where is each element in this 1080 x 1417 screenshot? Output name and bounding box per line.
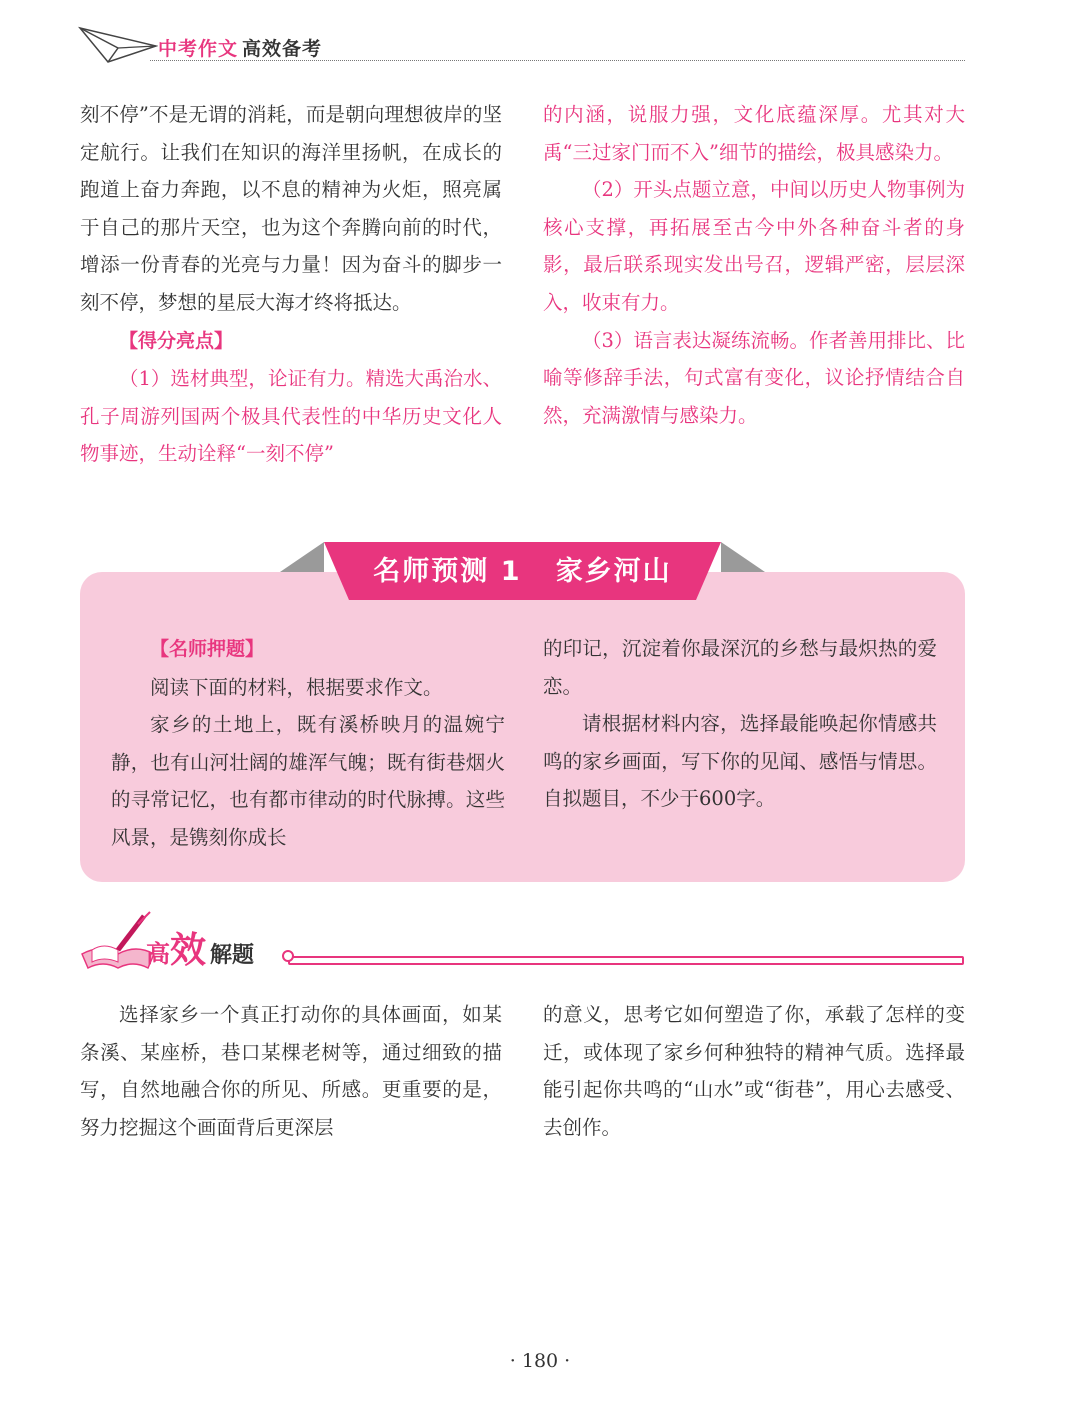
solve-title-c: 解题 <box>210 943 255 968</box>
solve-left-text: 选择家乡一个真正打动你的具体画面，如某条溪、某座桥，巷口某棵老树等，通过细致的描写，自然地融合你的所见、所感。更重要的是，努力挖掘这个画面背后更深层 <box>80 1003 502 1139</box>
solve-title-dot <box>282 950 294 962</box>
prompt-tag: 【名师押题】 <box>150 638 265 660</box>
banner-title <box>330 549 715 588</box>
header-title-sub: 高效备考 <box>242 38 323 60</box>
essay-end-column <box>80 96 502 473</box>
highlight-point-1-cont: 的内涵，说服力强，文化底蕴深厚。尤其对大禹“三过家门而不入”细节的描绘，极具感染力。 <box>543 103 965 164</box>
prompt-left-column <box>111 630 505 857</box>
solve-left-column <box>80 996 502 1146</box>
essay-end-paragraph: 刻不停”不是无谓的消耗，而是朝向理想彼岸的坚定航行。让我们在知识的海洋里扬帆，在成长的跑道上奋力奔跑，以不息的精神为火炬，照亮属于自己的那片天空，也为这个奔腾向前的时代，增添一份青春的光亮与力量！因为奋斗的脚步一刻不停，梦想的星辰大海才终将抵达。 <box>80 103 502 314</box>
solve-title-underline <box>288 956 964 965</box>
banner-topic: 家乡河山 <box>555 556 672 587</box>
prompt-material: 家乡的土地上，既有溪桥映月的温婉宁静，也有山河壮阔的雄浑气魄；既有街巷烟火的寻常记忆，也有都市律动的时代脉搏。这些风景，是镌刻你成长 <box>111 713 505 849</box>
prompt-instruction: 阅读下面的材料，根据要求作文。 <box>150 675 443 699</box>
highlight-point-3: （3）语言表达凝练流畅。作者善用排比、比喻等修辞手法，句式富有变化，议论抒情结合自然，充满激情与感染力。 <box>543 328 965 427</box>
highlights-tag: 【得分亮点】 <box>119 329 234 352</box>
header-title <box>158 34 322 61</box>
solve-right-column <box>543 996 965 1146</box>
prompt-requirement: 请根据材料内容，选择最能唤起你情感共鸣的家乡画面，写下你的见闻、感悟与情思。自拟题目，不少于600字。 <box>543 712 937 811</box>
page-number: · 180 · <box>509 1350 571 1372</box>
paper-plane-icon <box>78 18 158 66</box>
solve-title-b: 效 <box>170 930 207 971</box>
solve-title-a: 高 <box>146 940 170 968</box>
prompt-right-column <box>543 630 937 818</box>
solve-right-text: 的意义，思考它如何塑造了你，承载了怎样的变迁，或体现了家乡何种独特的精神气质。选择最能引起你共鸣的“山水”或“街巷”，用心去感受、去创作。 <box>543 1003 965 1139</box>
highlight-point-1: （1）选材典型，论证有力。精选大禹治水、孔子周游列国两个极具代表性的中华历史文化人物事迹，生动诠释“一刻不停” <box>80 367 502 466</box>
highlight-point-2: （2）开头点题立意，中间以历史人物事例为核心支撑，再拓展至古今中外各种奋斗者的身影，最后联系现实发出号召，逻辑严密，层层深入，收束有力。 <box>543 178 965 314</box>
header-divider <box>150 60 965 61</box>
banner-label: 名师预测 1 <box>373 556 522 587</box>
prompt-material-cont: 的印记，沉淀着你最深沉的乡愁与最炽热的爱恋。 <box>543 637 937 698</box>
solve-section-title <box>146 922 254 973</box>
highlights-column <box>543 96 965 434</box>
header-title-main: 中考作文 <box>158 38 239 60</box>
